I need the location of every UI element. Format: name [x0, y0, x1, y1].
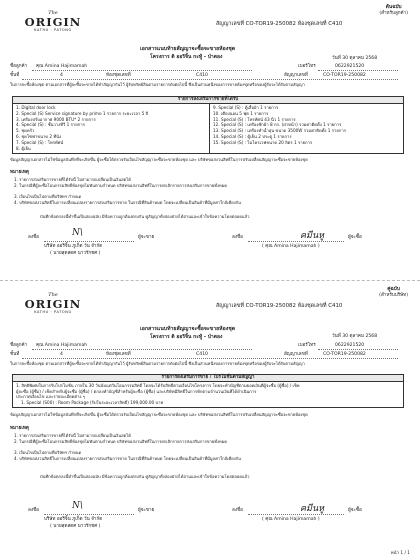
- condition-item: 1. รายการส่งเสริมการขายที่ได้รับนี้ ไม่สามารถเปลี่ยนเป็นเงินสดได้: [14, 433, 131, 438]
- copy-sub: (สำหรับลูกค้า): [379, 11, 408, 16]
- doc-date: วันที่ 30 ตุลาคม 2568: [332, 56, 378, 61]
- promo-item: 6. ชุดโซฟาขนาด 2 ที่นั่ง: [16, 134, 62, 139]
- unit-line: [22, 358, 398, 359]
- promo-item: 3. เครื่องปรับอากาศ 9000 BTU* 2 รายการ: [16, 116, 96, 122]
- contract-label: สัญญาเลขที่: [284, 352, 308, 357]
- copy-sub: (สำหรับบริษัท): [379, 293, 408, 298]
- conditions-title: หมายเหตุ: [10, 426, 29, 431]
- promo-line: ประกาศเงื่อนไข และรายละเอียดต่าง ๆ: [16, 394, 86, 400]
- condition-item: 2. ในกรณีที่ผู้จะซื้อโอนกรรมสิทธิ์ห้องชุดไม่ทันตามกำหนด บริษัทขอสงวนสิทธิ์ในการยกเลิกรายการส่งเสริมการขายทั้งหมด: [14, 183, 228, 188]
- buyer-name: คุณ Amina Hajimamah: [36, 343, 88, 348]
- copy-tag: [379, 5, 408, 17]
- floor-value: 4: [60, 73, 63, 78]
- copy-separator: [0, 280, 420, 281]
- buyer-role: ผู้จะซื้อ: [348, 235, 362, 240]
- promo-item: 15. Special (S) : ไมโครเวฟขนาด 20 ลิตร 1 รายการ: [213, 139, 313, 145]
- buyer-sign-label: ลงชื่อ: [232, 235, 243, 240]
- promotion-table: [12, 96, 404, 154]
- promo-item: 1. Digital door lock: [16, 105, 56, 110]
- unit-value: C410: [196, 73, 208, 78]
- contract-line: สัญญาเลขที่ CO-TOR19-250082 ห้องชุดเลขที่ C410: [216, 303, 343, 309]
- origin-logo: [14, 10, 92, 33]
- buyer-signature: คมีนหู: [300, 504, 325, 514]
- seller-role: ผู้จะขาย: [138, 235, 155, 240]
- logo-name: ORIGIN: [24, 297, 82, 311]
- condition-item: 4. บริษัทขอสงวนสิทธิ์ในการเปลี่ยนแปลงรายการส่งเสริมการขาย ในกรณีที่สินค้าหมด โดยจะเปลี่ยนเป็นสินค้าที่มีมูลค่าใกล้เคียงกัน: [14, 456, 241, 461]
- seller-sign-line: [44, 241, 134, 242]
- buyer-label: ชื่อลูกค้า: [10, 64, 28, 69]
- seller-signature: N\: [72, 501, 83, 511]
- buyer-name: คุณ Amina Hajimamah: [36, 64, 88, 69]
- promo-line: ผู้จะซื้อ (ผู้ซื้อ) / เช็คสำหรับผู้จะซื้อ (ผู้ซื้อ) / ตกลงทำบัญชีสำหรับผู้จะซื้อ (ผู้ซื้อ) และบริษัทมีสิทธิ์ในการหักตามจำนวนเงินที่ได้ดำเนินการ: [16, 388, 257, 394]
- buyer-person: ( คุณ Amina Hajimamah ): [262, 517, 320, 522]
- condition-item: 3. เงื่อนไขเป็นไปตามที่บริษัทฯ กำหนด: [14, 194, 82, 199]
- phone-label: เบอร์โทร: [298, 64, 316, 69]
- promotion-table-title: รายการส่งเสริมการขายที่ได้รับ: [13, 97, 403, 104]
- promo-item: 2. Special (S) Service signature by primo 1 รายการ ระยะเวลา 5 ปี: [16, 110, 149, 116]
- promo-item: 10. เตียงนอน 5 ฟุต 1 รายการ: [213, 110, 269, 116]
- promo-item: 13. Special (S) : เครื่องทำน้ำอุ่น ขนาด 3500W รวมค่าติดตั้ง 1 รายการ: [213, 128, 346, 134]
- note-text: ข้อมูลสัญญาเอกสารไม่ใช่ข้อมูลบันทึกที่จะเกิดขึ้น ผู้จะซื้อได้ตรวจรับเงื่อนไขสัญญาจะซื้อจะขายห้องชุด และ บริษัทขอสงวนสิทธิ์ในการปรับเปลี่ยนสัญญาจะซื้อจะขายห้องชุด: [10, 157, 308, 162]
- condition-item: 1. รายการส่งเสริมการขายที่ได้รับนี้ ไม่สามารถเปลี่ยนเป็นเงินสดได้: [14, 177, 131, 182]
- promo-item: 4. Special (S) : ชั้นวางทีวี 1 รายการ: [16, 122, 85, 128]
- buyer-line: [32, 70, 252, 71]
- project-name: โครงการ ดิ ออริจิ้น กะทู้ - ป่าตอง: [150, 54, 223, 60]
- buyer-label: ชื่อลูกค้า: [10, 343, 28, 348]
- floor-label: ชั้นที่: [10, 73, 20, 78]
- phone-value: 0622921520: [335, 64, 365, 69]
- buyer-sign-line: [248, 514, 344, 515]
- promotion-table: [12, 374, 404, 408]
- contract-label: สัญญาเลขที่: [284, 73, 308, 78]
- intro-text: ในการจะซื้อห้องชุด ตามเอกสารที่ผู้จะซื้อจะขายได้ทำสัญญากันไว้ ผู้รับทรัพย์สินตามรายการดังต่อไปนี้ ซึ่งเป็นส่วนหนึ่งของการขายห้องชุดหรือของผู้รับจะได้รับตามสัญญา: [10, 361, 305, 366]
- buyer-sign-line: [248, 241, 344, 242]
- unit-value: C410: [196, 352, 208, 357]
- buyer-line: [32, 349, 252, 350]
- intro-text: ในการจะซื้อห้องชุด ตามเอกสารที่ผู้จะซื้อจะขายได้ทำสัญญากันไว้ ผู้รับทรัพย์สินตามรายการดังต่อไปนี้ ซึ่งเป็นส่วนหนึ่งของการขายห้องชุดหรือของผู้รับจะได้รับตามสัญญา: [10, 82, 305, 87]
- conditions-title: หมายเหตุ: [10, 170, 29, 175]
- promo-item: 5. ชุดครัว: [16, 128, 35, 134]
- seller-person: ( นายสุดสดศ นาวรักชศ ): [50, 524, 101, 529]
- header: [8, 0, 412, 36]
- closing-text: บันทึกข้อตกลงนี้ทำขึ้นเป็นสองฉบับ มีข้อความถูกต้องตรงกัน คู่สัญญาทั้งสองฝ่ายได้อ่านและเข้าใจข้อความโดยตลอดแล้ว: [40, 214, 250, 219]
- copy-label: ต้นฉบับ: [385, 5, 402, 10]
- promotion-table-title: รายการส่งเสริมการขาย / โปรโมชั่นตามสัญญา: [13, 375, 403, 382]
- promo-item: 11. Special (S) : โทรทัศน์ 43 นิ้ว 1 รายการ: [213, 116, 296, 122]
- unit-label: ห้องชุดเลขที่: [106, 73, 131, 78]
- phone-label: เบอร์โทร: [298, 343, 316, 348]
- logo-name: ORIGIN: [24, 15, 82, 29]
- duplicate-copy: [0, 282, 420, 560]
- seller-sign-label: ลงชื่อ: [28, 508, 39, 513]
- seller-role: ผู้จะขาย: [138, 508, 155, 513]
- closing-text: บันทึกข้อตกลงนี้ทำขึ้นเป็นสองฉบับ มีข้อความถูกต้องตรงกัน คู่สัญญาทั้งสองฝ่ายได้อ่านและเข้าใจข้อความโดยตลอดแล้ว: [40, 474, 250, 479]
- buyer-role: ผู้จะซื้อ: [348, 508, 362, 513]
- note-text: ข้อมูลสัญญาเอกสารไม่ใช่ข้อมูลบันทึกที่จะเกิดขึ้น ผู้จะซื้อได้ตรวจรับเงื่อนไขสัญญาจะซื้อจะขายห้องชุด และ บริษัทขอสงวนสิทธิ์ในการปรับเปลี่ยนสัญญาจะซื้อจะขายห้องชุด: [10, 412, 308, 417]
- promo-item: 9. Special (S) : ตู้เสื้อผ้า 1 รายการ: [213, 105, 279, 110]
- seller-sign-label: ลงชื่อ: [28, 235, 39, 240]
- seller-sign-line: [44, 514, 134, 515]
- logo-the: The: [48, 10, 58, 16]
- doc-date: วันที่ 30 ตุลาคม 2568: [332, 334, 378, 339]
- project-name: โครงการ ดิ ออริจิ้น กะทู้ - ป่าตอง: [150, 334, 223, 340]
- doc-title: เอกสารแนบท้ายสัญญาจะซื้อจะขายห้องชุด: [140, 46, 236, 52]
- phone-line: [318, 70, 398, 71]
- unit-label: ห้องชุดเลขที่: [106, 352, 131, 357]
- promo-line: 1. Special (S00) : Room Package (รับในระยะเวลาสิทธิ์) 199,000.00 บาท: [21, 400, 164, 405]
- header: [8, 282, 412, 318]
- seller-person: ( นายสุดสดศ นาวรักชศ ): [50, 251, 101, 256]
- phone-value: 0622921520: [335, 343, 365, 348]
- copy-label: คู่ฉบับ: [387, 287, 400, 292]
- promo-item: 8. ตู้เย็น: [16, 145, 31, 151]
- condition-item: 3. เงื่อนไขเป็นไปตามที่บริษัทฯ กำหนด: [14, 450, 82, 455]
- seller-company: บริษัท ออริจิ้น ภูเก็ต วัน จำกัด: [44, 517, 103, 522]
- floor-value: 4: [60, 352, 63, 357]
- condition-item: 4. บริษัทขอสงวนสิทธิ์ในการเปลี่ยนแปลงรายการส่งเสริมการขาย ในกรณีที่สินค้าหมด โดยจะเปลี่ยนเป็นสินค้าที่มีมูลค่าใกล้เคียงกัน: [14, 200, 241, 205]
- condition-item: 2. ในกรณีที่ผู้จะซื้อโอนกรรมสิทธิ์ห้องชุดไม่ทันตามกำหนด บริษัทขอสงวนสิทธิ์ในการยกเลิกรายการส่งเสริมการขายทั้งหมด: [14, 439, 228, 444]
- seller-signature: N\: [72, 228, 83, 238]
- seller-company: บริษัท ออริจิ้น ภูเก็ต วัน จำกัด: [44, 244, 103, 249]
- contract-value: CO-TOR19-250082: [323, 352, 366, 357]
- buyer-sign-label: ลงชื่อ: [232, 508, 243, 513]
- logo-sub: KATHU · PATONG: [34, 310, 72, 314]
- logo-the: The: [48, 292, 58, 298]
- promo-item: 14. Special (S) : ตู้เย็น 2 ประตู 1 รายการ: [213, 134, 292, 139]
- contract-line: สัญญาเลขที่ CO-TOR19-250082 ห้องชุดเลขที่ C410: [216, 21, 343, 27]
- origin-logo: [14, 292, 92, 315]
- promo-item: 12. Special (S) : เครื่องซักผ้า 8 กก. (ฝาหน้า) รวมค่าติดตั้ง 1 รายการ: [213, 122, 342, 128]
- buyer-person: ( คุณ Amina Hajimamah ): [262, 244, 320, 249]
- page-number: หน้า 1 / 1: [390, 551, 410, 556]
- floor-label: ชั้นที่: [10, 352, 20, 357]
- table-divider: [209, 104, 210, 154]
- promo-line: 1. สิทธิพิเศษในการรับโปรโมชั่น ภายใน 30 วันนับแต่วันโอนกรรมสิทธิ์ โดยจะได้รับสิทธิ์ตามเงื่อนไขโครงการ โดยจะทำบัญชีตามยอดเงินที่ผู้จะซื้อ (ผู้ซื้อ) / เช็ค: [16, 383, 300, 388]
- logo-sub: KATHU · PATONG: [34, 28, 72, 32]
- promo-item: 7. Special (S) : โทรทัศน์: [16, 139, 64, 145]
- buyer-signature: คมีนหู: [300, 231, 325, 241]
- copy-tag: [379, 287, 408, 299]
- unit-line: [22, 79, 398, 80]
- doc-title: เอกสารแนบท้ายสัญญาจะซื้อจะขายห้องชุด: [140, 326, 236, 332]
- phone-line: [318, 349, 398, 350]
- contract-value: CO-TOR19-250082: [323, 73, 366, 78]
